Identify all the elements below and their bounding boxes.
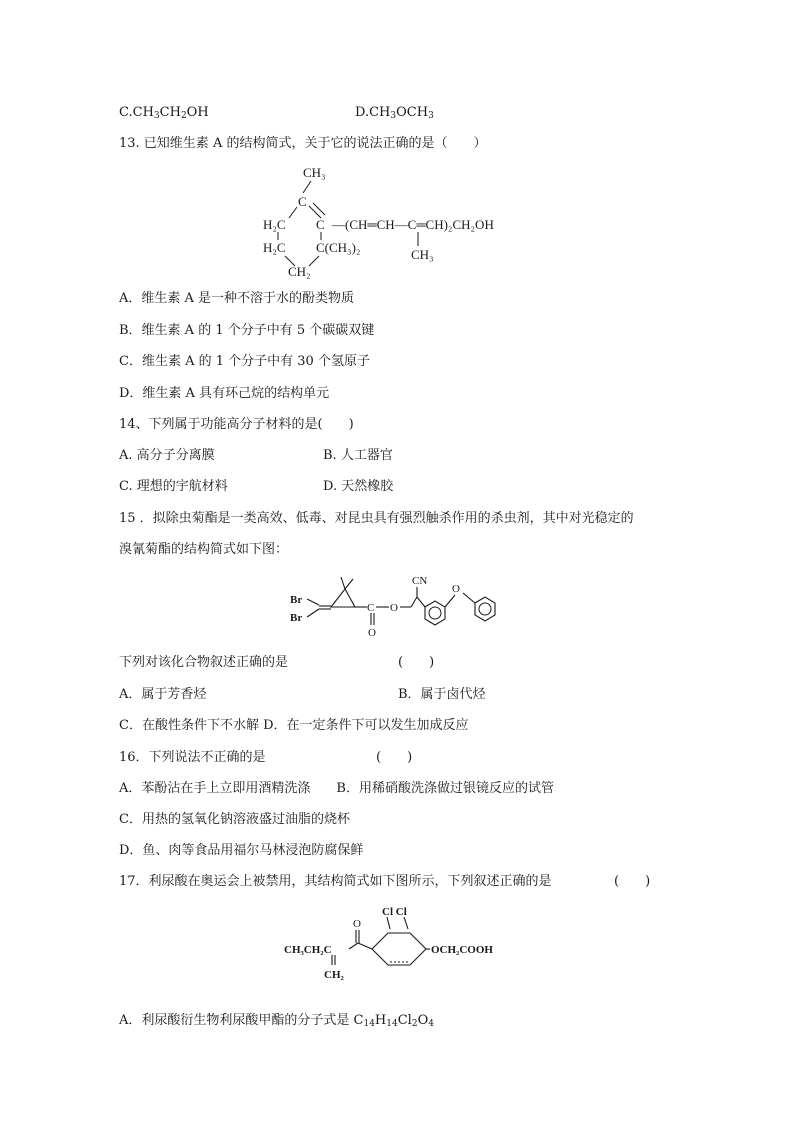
q15-question: 下列对该化合物叙述正确的是 (119, 655, 289, 670)
q12-option-d: $D.CH_3OCH_3$ (355, 105, 434, 121)
vit-a-chain: —(CH═CH—C═CH)₂CH₂OH (332, 217, 494, 232)
vit-a-c-top: C (298, 194, 307, 209)
q17-stem: 17．利尿酸在奥运会上被禁用，其结构简式如下图所示，下列叙述正确的是 (119, 874, 552, 889)
vit-a-ch2-bottom: CH₂ (288, 264, 311, 279)
q13-option-c: C．维生素 A 的 1 个分子中有 30 个氢原子 (119, 354, 370, 369)
deltamethrin-o-carbonyl: O (368, 627, 376, 639)
deltamethrin-o-ether: O (452, 583, 460, 595)
q15-paren: ( ) (398, 655, 435, 670)
q16-option-c: C．用热的氢氧化钠溶液盛过油脂的烧杯 (119, 812, 350, 827)
q14-option-c: C. 理想的宇航材料 (119, 479, 228, 494)
deltamethrin-cn: CN (412, 575, 428, 587)
q15-option-a: A．属于芳香烃 (119, 687, 207, 702)
etacrynic-ch2: CH₂ (324, 969, 344, 981)
q14-stem: 14、下列属于功能高分子材料的是( ) (119, 417, 354, 432)
etacrynic-left-group: CH₃CH₂C (284, 944, 332, 956)
q15-option-b: B．属于卤代烃 (398, 687, 486, 702)
q12-option-c: $C.CH_3CH_2OH$ (119, 105, 209, 121)
q16-option-d: D．鱼、肉等食品用福尔马林浸泡防腐保鲜 (119, 843, 364, 858)
q13-stem: 13. 已知维生素 A 的结构简式，关于它的说法正确的是（ ） (119, 136, 487, 151)
vitamin-a-structure (255, 160, 545, 282)
etacrynic-acid-structure (280, 903, 520, 995)
vit-a-c-right: C (316, 217, 325, 232)
q17-option-a: A．利尿酸衍生物利尿酸甲酯的分子式是 $C_{14}H_{14}Cl_2O_4$ (119, 1013, 434, 1029)
q14-option-d: D. 天然橡胶 (323, 479, 394, 494)
etacrynic-cl: Cl Cl (382, 906, 407, 918)
deltamethrin-c-carbonyl: C (367, 602, 375, 614)
deltamethrin-br-2: Br (290, 612, 303, 624)
q13-option-b: B．维生素 A 的 1 个分子中有 5 个碳碳双键 (119, 323, 375, 338)
q16-paren: ( ) (376, 750, 413, 765)
q17-paren: ( ) (614, 874, 651, 889)
vit-a-h2c-2: H₂C (263, 240, 286, 255)
q14-option-b: B. 人工器官 (323, 448, 393, 463)
q14-option-a: A. 高分子分离膜 (119, 448, 215, 463)
q16-stem: 16．下列说法不正确的是 (119, 750, 266, 765)
q13-option-d: D．维生素 A 具有环己烷的结构单元 (119, 386, 330, 401)
deltamethrin-o-ester: O (390, 602, 398, 614)
deltamethrin-br-1: Br (290, 594, 303, 606)
q15-option-cd: C．在酸性条件下不水解 D．在一定条件下可以发生加成反应 (119, 718, 469, 733)
vit-a-ch3-top: CH₃ (303, 165, 326, 180)
etacrynic-right-group: OCH₂COOH (431, 944, 493, 956)
vit-a-c-gem: C(CH₃)₂ (316, 240, 361, 255)
etacrynic-o-carbonyl: O (353, 918, 361, 930)
deltamethrin-structure (285, 573, 520, 643)
q15-stem-line2: 溴氰菊酯的结构简式如下图： (119, 542, 289, 557)
q15-stem-line1: 15 ．拟除虫菊酯是一类高效、低毒、对昆虫具有强烈触杀作用的杀虫剂，其中对光稳定的 (119, 511, 634, 526)
q13-option-a: A．维生素 A 是一种不溶于水的酚类物质 (119, 291, 355, 306)
vit-a-ch3-bottom: CH₃ (411, 247, 434, 262)
vit-a-h2c-1: H₂C (263, 217, 286, 232)
q16-option-ab: A．苯酚沾在手上立即用酒精洗涤 B．用稀硝酸洗涤做过银镜反应的试管 (119, 781, 554, 796)
